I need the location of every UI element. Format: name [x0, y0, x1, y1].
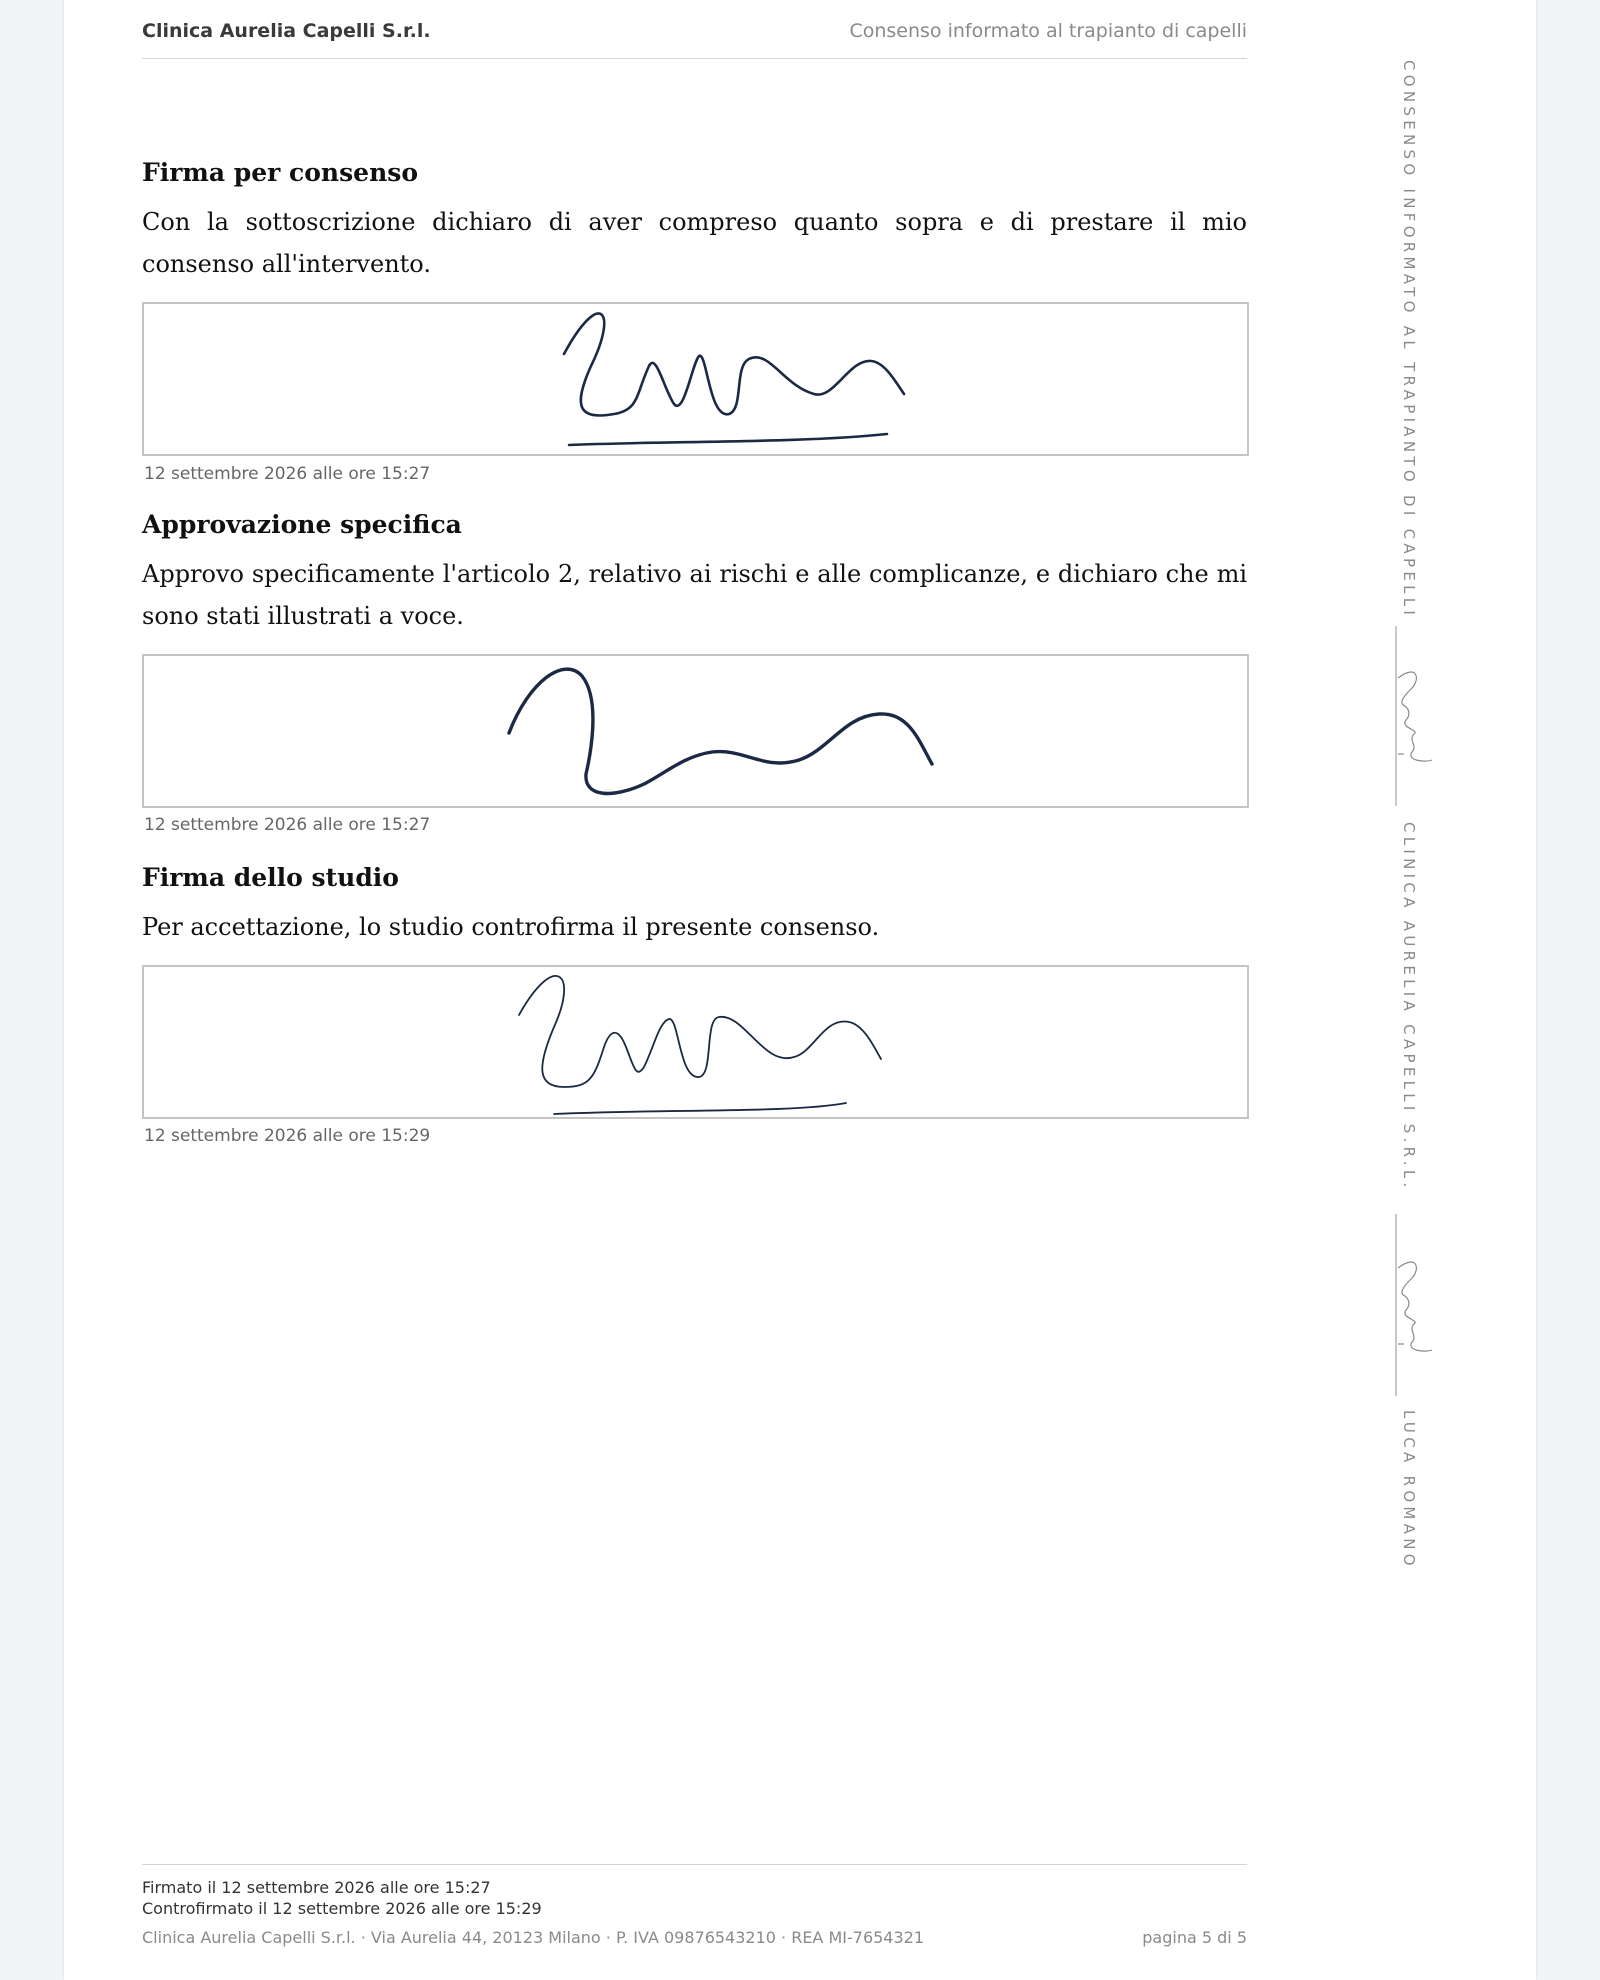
section-text: Per accettazione, lo studio controfirma il presente consenso. [142, 913, 880, 941]
section-text: Con la sottoscrizione dichiaro di aver compreso quanto sopra e di prestare il mio consenso all'intervento. [142, 208, 1247, 278]
sidebar-signature-mark [1390, 668, 1440, 768]
signature-timestamp: 12 settembre 2026 alle ore 15:27 [144, 815, 431, 835]
section-title: Firma per consenso [142, 158, 419, 187]
signature-timestamp: 12 settembre 2026 alle ore 15:27 [144, 464, 431, 484]
footer-signed: Firmato il 12 settembre 2026 alle ore 15:27 [142, 1878, 491, 1897]
signature-timestamp: 12 settembre 2026 alle ore 15:29 [144, 1126, 431, 1146]
page-number: pagina 5 di 5 [1142, 1928, 1247, 1947]
signature-box-approval[interactable] [142, 654, 1249, 808]
signature-drawing [144, 967, 1247, 1117]
section-title: Approvazione specifica [142, 510, 462, 539]
footer-rule [142, 1864, 1247, 1865]
section-consent [142, 157, 1247, 285]
section-specific-approval [142, 509, 1247, 637]
footer-countersigned: Controfirmato il 12 settembre 2026 alle ore 15:29 [142, 1899, 542, 1918]
footer-company-info: Clinica Aurelia Capelli S.r.l. · Via Aurelia 44, 20123 Milano · P. IVA 09876543210 · REA MI-7654321 [142, 1928, 925, 1947]
signature-drawing [144, 304, 1247, 454]
signature-box-studio[interactable] [142, 965, 1249, 1119]
section-studio-signature [142, 862, 1247, 948]
header-org-name: Clinica Aurelia Capelli S.r.l. [142, 20, 431, 42]
section-title: Firma dello studio [142, 863, 399, 892]
signature-box-consent[interactable] [142, 302, 1249, 456]
header-document-title: Consenso informato al trapianto di capelli [849, 20, 1247, 42]
section-text: Approvo specificamente l'articolo 2, relativo ai rischi e alle complicanze, e dichiaro che mi sono stati illustrati a voce. [142, 560, 1247, 630]
sidebar-signature-mark [1390, 1258, 1440, 1358]
page-header [142, 0, 1247, 59]
signature-drawing [144, 656, 1247, 806]
